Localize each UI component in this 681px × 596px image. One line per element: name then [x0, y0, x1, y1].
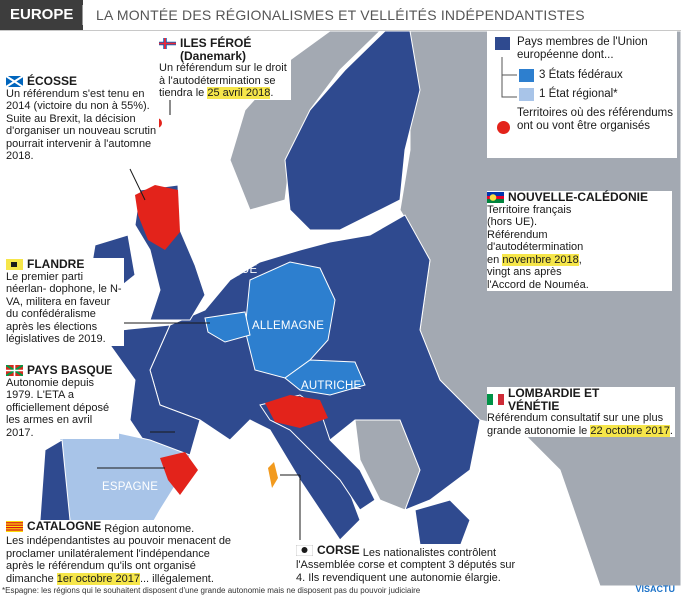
- footnote: *Espagne: les régions qui le souhaitent disposent d'une grande autonomie mais ne disposent pas du pouvoir judiciaire: [2, 586, 421, 595]
- austria-label: AUTRICHE: [301, 380, 362, 392]
- faroe-text: Un référendum sur le droit à l'autodétermination se tiendra le: [159, 62, 287, 99]
- map-title: LA MONTÉE DES RÉGIONALISMES ET VELLÉITÉS INDÉPENDANTISTES: [96, 7, 585, 23]
- faroe-flag-icon: [159, 38, 176, 49]
- box-corsica: [296, 544, 524, 584]
- corsica-text: Les nationalistes contrôlent l'Assemblée corse et comptent 3 députés sur 4. Ils revendiquent une autonomie élargie.: [296, 546, 516, 584]
- legend-regional-label: 1 État régional*: [539, 88, 618, 100]
- lombardy-date: 22 octobre 2017: [590, 424, 670, 437]
- flanders-flag-icon: [6, 259, 23, 270]
- corsica-title: CORSE: [317, 543, 360, 557]
- faroe-title: ILES FÉROÉ: [180, 36, 252, 50]
- basque-flag-icon: [6, 365, 23, 376]
- faroe-end: .: [270, 87, 274, 99]
- germany-label: ALLEMAGNE: [252, 320, 325, 332]
- legend-swatch-referendum: [497, 121, 510, 134]
- new-caledonia-date: novembre 2018: [502, 253, 579, 266]
- legend-swatch-regional: [519, 88, 534, 101]
- legend-swatch-members: [495, 37, 510, 50]
- scotland-flag-icon: [6, 76, 23, 87]
- corsica-flag-icon: [296, 545, 313, 556]
- spain-label: ESPAGNE: [102, 481, 159, 493]
- catalonia-flag-icon: [6, 521, 23, 532]
- legend-bracket: [499, 57, 521, 103]
- catalonia-date: 1er octobre 2017: [56, 572, 140, 585]
- basque-text: Autonomie depuis 1979. L'ETA a officiellement déposé les armes en avril 2017.: [6, 376, 110, 439]
- box-catalonia: [6, 520, 232, 585]
- header: [0, 0, 681, 31]
- region-tag: EUROPE: [0, 0, 83, 30]
- catalonia-title: CATALOGNE: [27, 519, 102, 533]
- catalonia-end: ... illégalement.: [139, 572, 214, 585]
- basque-title: PAYS BASQUE: [27, 363, 113, 377]
- box-lombardy: [487, 387, 675, 437]
- new-caledonia-title: NOUVELLE-CALÉDONIE: [508, 190, 649, 204]
- scotland-text: Un référendum s'est tenu en 2014 (victoire du non à 55%). Suite au Brexit, la décision d'organiser un nouveau scrutin pourrait intervenir à l'automne 2018.: [6, 87, 157, 162]
- belgium-label: BELGIQUE: [197, 264, 258, 276]
- new-caledonia-flag-icon: [487, 192, 504, 203]
- lombardy-end: .: [669, 424, 673, 437]
- faroe-date: 25 avril 2018: [207, 87, 271, 99]
- box-scotland: [6, 75, 159, 163]
- box-basque: [6, 364, 119, 439]
- legend-federal-label: 3 États fédéraux: [539, 69, 623, 81]
- catalonia-text: Les indépendantistes au pouvoir menacent de proclamer unilatéralement l'indépendance après le référendum qu'ils ont organisé dimanche: [6, 535, 232, 585]
- faroe-subtitle: (Danemark): [180, 48, 247, 63]
- italy-flag-icon: [487, 394, 504, 405]
- box-faroe: [159, 37, 291, 100]
- flanders-text: Le premier parti néerlan- dophone, le N-VA, militera en faveur du confédéralisme après les élections législatives de 2019.: [6, 270, 122, 345]
- flanders-title: FLANDRE: [27, 257, 85, 271]
- box-new-caledonia: [487, 191, 672, 291]
- scotland-title: ÉCOSSE: [27, 74, 78, 88]
- legend-referendum-label: Territoires où des référendums ont ou vont être organisés: [517, 107, 673, 132]
- catalonia-lead: Région autonome.: [104, 522, 195, 535]
- legend-members-label: Pays membres de l'Union européenne dont...: [517, 36, 648, 61]
- new-caledonia-end: , vingt ans après l'Accord de Nouméa.: [487, 253, 589, 291]
- lombardy-text: Référendum consultatif sur une plus grande autonomie le: [487, 412, 664, 437]
- lombardy-title: LOMBARDIE ET VÉNÉTIE: [508, 386, 600, 413]
- box-flanders: [6, 258, 124, 346]
- legend: [487, 31, 677, 158]
- credit-logo: VISACTU: [635, 584, 675, 594]
- new-caledonia-text: Territoire français (hors UE). Référendum d'autodétermination en: [487, 203, 584, 266]
- header-divider: [82, 5, 83, 25]
- legend-swatch-federal: [519, 69, 534, 82]
